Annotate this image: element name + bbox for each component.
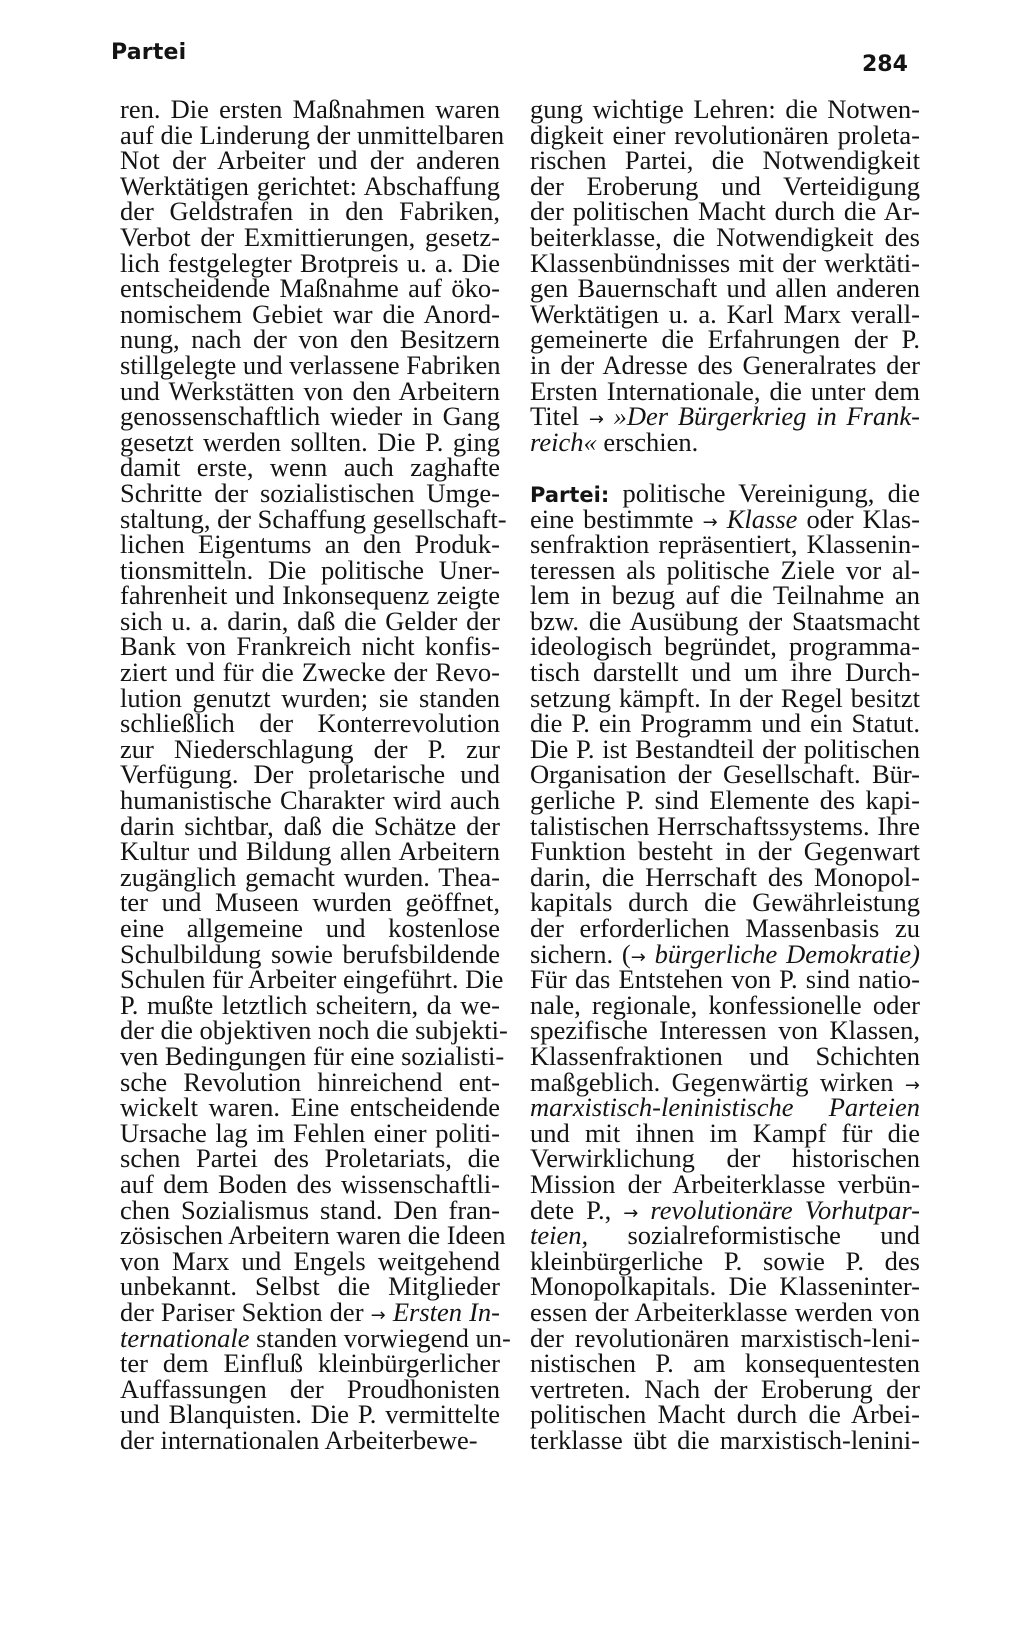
text-line: Ursache lag im Fehlen einer politi- (120, 1117, 500, 1148)
text-line: Titel → »Der Bürgerkrieg in Frank- (530, 401, 920, 432)
left-column (120, 94, 511, 1455)
text-line: essen der Arbeiterklasse werden von (530, 1296, 920, 1327)
page-number: 284 (862, 52, 908, 77)
text-line: von Marx und Engels weitgehend (120, 1245, 500, 1276)
text-line: setzung kämpft. In der Regel besitzt (530, 682, 920, 713)
right-column (530, 94, 920, 1455)
running-head: Partei (111, 40, 187, 65)
text-line: ternationale standen vorwiegend un- (120, 1322, 511, 1353)
text-line: sche Revolution hinreichend ent- (120, 1066, 500, 1097)
text-line: schließlich der Konterrevolution (120, 708, 500, 739)
text-line: die P. ein Programm und ein Statut. (530, 708, 920, 739)
text-line: auf dem Boden des wissenschaftli- (120, 1168, 500, 1199)
text-line: reich« erschien. (530, 426, 699, 457)
text-line: und mit ihnen im Kampf für die (530, 1117, 920, 1148)
text-line: zur Niederschlagung der P. zur (120, 733, 500, 764)
text-line: und Blanquisten. Die P. vermittelte (120, 1399, 500, 1430)
text-line: dete P., → revolutionäre Vorhutpar- (530, 1194, 920, 1225)
text-line: der erforderlichen Massenbasis zu (530, 913, 920, 943)
text-line: darin, die Herrschaft des Monopol- (530, 861, 920, 892)
text-line: Klassenbündnisses mit der werktäti- (530, 247, 920, 278)
text-line: vertreten. Nach der Eroberung der (530, 1373, 920, 1404)
text-line: senfraktion repräsentiert, Klassenin- (530, 529, 920, 560)
text-line: Kultur und Bildung allen Arbeitern (120, 836, 500, 867)
text-line: Verwirklichung der historischen (530, 1143, 920, 1174)
text-line: gemeinerte die Erfahrungen der P. (530, 324, 920, 355)
cross-reference-arrow-icon: → (623, 1202, 639, 1224)
text-line: ziert und für die Zwecke der Revo- (120, 657, 500, 688)
cross-reference-arrow-icon: → (904, 1074, 920, 1096)
text-line: Ersten Internationale, die unter dem (530, 375, 920, 406)
text-line: lem in bezug auf die Teilnahme an (530, 580, 920, 611)
text-line: Bank von Frankreich nicht konfis- (120, 631, 500, 662)
text-line: Funktion besteht in der Gegenwart (530, 836, 920, 867)
text-line: nomischem Gebiet war die Anord- (120, 298, 500, 329)
text-line: sich u. a. darin, daß die Gelder der (120, 605, 500, 636)
text-line: Die P. ist Bestandteil der politischen (530, 733, 920, 764)
entry-headword: Partei: (530, 482, 610, 507)
text-line: Werktätigen u. a. Karl Marx verall- (530, 298, 920, 329)
text-line: eine allgemeine und kostenlose (120, 913, 500, 943)
text-line: Werktätigen gerichtet: Abschaffung (120, 170, 500, 201)
text-line: staltung, der Schaffung gesellschaft- (120, 503, 507, 534)
text-line: auf die Linderung der unmittelbaren (120, 119, 505, 150)
text-line: in der Adresse des Generalrates der (530, 349, 920, 380)
text-line: politischen Macht durch die Arbei- (530, 1399, 920, 1430)
text-line: unbekannt. Selbst die Mitglieder (120, 1271, 500, 1302)
text-line: der Geldstrafen in den Fabriken, (120, 196, 500, 227)
cross-reference-arrow-icon: → (702, 511, 718, 533)
text-line: teien, sozialreformistische und (530, 1220, 920, 1251)
text-line: lution genutzt wurden; sie standen (120, 682, 500, 713)
text-line: der die objektiven noch die subjekti- (120, 1015, 508, 1046)
text-line: gen Bauernschaft und allen anderen (530, 273, 920, 304)
text-line: sichern. (→ bürgerliche Demokratie) (530, 938, 920, 969)
text-line: Schulbildung sowie berufsbildende (120, 938, 500, 969)
text-line: der Pariser Sektion der → Ersten In- (120, 1296, 500, 1327)
text-line: darin sichtbar, daß die Schätze der (120, 810, 500, 841)
text-line: genossenschaftlich wieder in Gang (120, 401, 500, 432)
cross-reference-arrow-icon: → (630, 946, 646, 968)
text-line: Klassenfraktionen und Schichten (530, 1040, 920, 1071)
text-line: teressen als politische Ziele vor al- (530, 554, 920, 585)
text-line: Mission der Arbeiterklasse verbün- (530, 1168, 920, 1199)
text-line: chen Sozialismus stand. Den fran- (120, 1194, 500, 1225)
text-line: nale, regionale, konfessionelle oder (530, 989, 920, 1020)
cross-reference-arrow-icon: → (370, 1304, 386, 1326)
text-line: nistischen P. am konsequentesten (530, 1348, 920, 1379)
text-line: Schritte der sozialistischen Umge- (120, 477, 500, 508)
text-line: Verbot der Exmittierungen, gesetz- (120, 221, 500, 252)
text-line: zösischen Arbeitern waren die Ideen (120, 1220, 506, 1251)
text-line: ideologisch begründet, programma- (530, 631, 920, 662)
text-line: P. mußte letztlich scheitern, da we- (120, 989, 500, 1020)
text-line: Monopolkapitals. Die Klasseninter- (530, 1271, 920, 1302)
text-line: der revolutionären marxistisch-leni- (530, 1322, 920, 1353)
text-line: rischen Partei, die Notwendigkeit (530, 145, 920, 176)
text-line: und Werkstätten von den Arbeitern (120, 375, 500, 406)
text-line: Organisation der Gesellschaft. Bür- (530, 759, 920, 790)
text-line: der Eroberung und Verteidigung (530, 170, 920, 201)
text-line: kapitals durch die Gewährleistung (530, 887, 920, 918)
text-line: zugänglich gemacht wurden. Thea- (120, 861, 500, 892)
left-column-lines (120, 94, 508, 1302)
text-line: der internationalen Arbeiterbewe- (120, 1424, 478, 1455)
text-line: entscheidende Maßnahme auf öko- (120, 273, 500, 304)
text-line: humanistische Charakter wird auch (120, 785, 500, 816)
text-line: schen Partei des Proletariats, die (120, 1143, 500, 1174)
text-line: fahrenheit und Inkonsequenz zeigte (120, 580, 500, 611)
text-line: damit erste, wenn auch zaghafte (120, 452, 500, 483)
text-line: tionsmitteln. Die politische Uner- (120, 554, 500, 585)
text-line: stillgelegte und verlassene Fabriken (120, 349, 501, 380)
text-line: Für das Entstehen von P. sind natio- (530, 964, 920, 995)
text-line: terklasse übt die marxistisch-lenini- (530, 1424, 920, 1455)
text-line: digkeit einer revolutionären proleta- (530, 119, 920, 150)
text-line: eine bestimmte → Klasse oder Klas- (530, 503, 920, 534)
text-line: wickelt waren. Eine entscheidende (120, 1092, 500, 1123)
text-line: gung wichtige Lehren: die Notwen- (530, 94, 920, 124)
text-line: talistischen Herrschaftssystems. Ihre (530, 810, 920, 841)
text-line: beiterklasse, die Notwendigkeit des (530, 221, 920, 252)
text-line: tisch darstellt und um ihre Durch- (530, 657, 920, 688)
text-line: kleinbürgerliche P. sowie P. des (530, 1245, 920, 1276)
text-line: lich festgelegter Brotpreis u. a. Die (120, 247, 500, 278)
text-line: ter dem Einfluß kleinbürgerlicher (120, 1348, 500, 1379)
text-line: ter und Museen wurden geöffnet, (120, 887, 500, 918)
text-line: nung, nach der von den Besitzern (120, 324, 500, 355)
text-line: Schulen für Arbeiter eingeführt. Die (120, 964, 504, 995)
text-line: Auffassungen der Proudhonisten (120, 1373, 500, 1404)
cross-reference-arrow-icon: → (588, 409, 604, 431)
text-line: ren. Die ersten Maßnahmen waren (120, 94, 500, 124)
text-line: spezifische Interessen von Klassen, (530, 1015, 920, 1046)
text-line: ven Bedingungen für eine sozialisti- (120, 1040, 505, 1071)
text-line: gesetzt werden sollten. Die P. ging (120, 426, 500, 457)
entry-headline: Partei: politische Vereinigung, die (530, 477, 920, 508)
text-line: bzw. die Ausübung der Staatsmacht (530, 605, 920, 636)
text-line: gerliche P. sind Elemente des kapi- (530, 785, 920, 816)
text-line: marxistisch-leninistische Parteien (530, 1092, 920, 1123)
text-line: maßgeblich. Gegenwärtig wirken → (530, 1066, 920, 1097)
text-line: der politischen Macht durch die Ar- (530, 196, 920, 227)
text-line: lichen Eigentums an den Produk- (120, 529, 500, 560)
text-line: Not der Arbeiter und der anderen (120, 145, 500, 176)
text-line: Verfügung. Der proletarische und (120, 759, 500, 790)
